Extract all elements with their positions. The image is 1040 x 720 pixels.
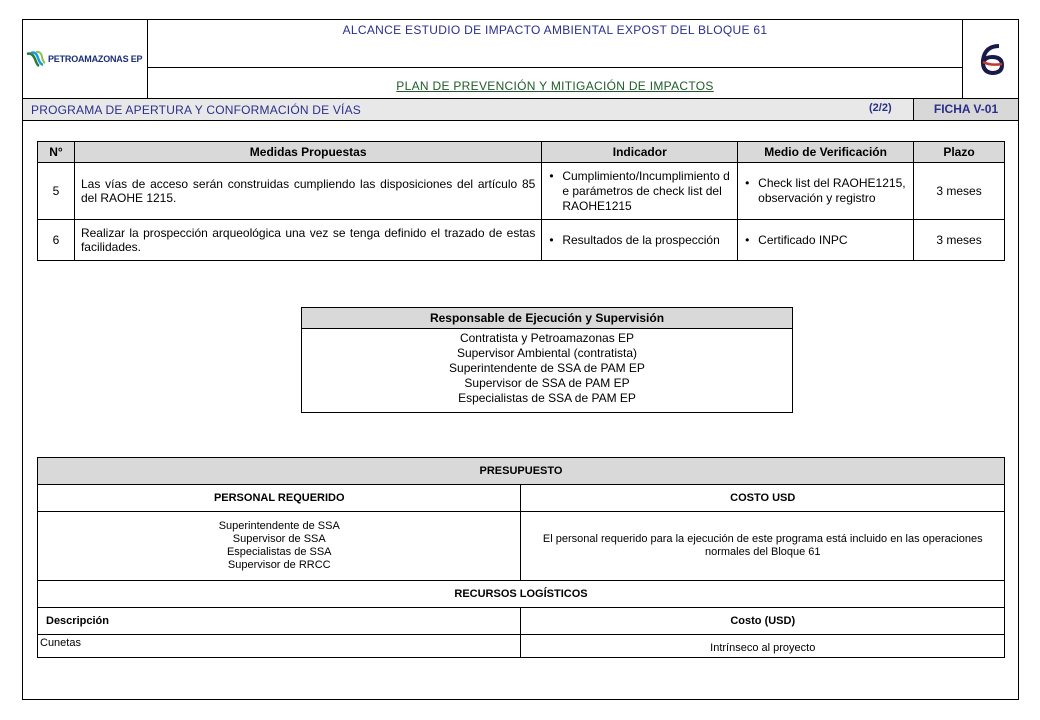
col-indicador: Indicador	[542, 142, 738, 163]
page-indicator: (2/2)	[869, 102, 892, 114]
row-verificacion	[738, 163, 914, 220]
right-logo-cell	[962, 20, 1018, 98]
list-item: Superintendente de SSA	[218, 520, 340, 532]
document-title: ALCANCE ESTUDIO DE IMPACTO AMBIENTAL EXPOST DEL BLOQUE 61	[147, 20, 963, 68]
list-item: Superintendente de SSA de PAM EP	[449, 361, 645, 375]
program-bar	[22, 99, 1019, 121]
col-medidas: Medidas Propuestas	[74, 142, 541, 163]
desc-header: Descripción	[38, 608, 521, 635]
recursos-title: RECURSOS LOGÍSTICOS	[38, 581, 1005, 608]
costo2-header: Costo (USD)	[521, 608, 1005, 635]
document-header	[22, 19, 1019, 99]
col-plazo: Plazo	[914, 142, 1005, 163]
list-item: Supervisor Ambiental (contratista)	[456, 346, 638, 360]
table-row	[38, 163, 1005, 220]
verificacion-item: • Check list del RAOHE1215, observación y registro	[758, 176, 907, 206]
recurso-costo: Intrínseco al proyecto	[521, 635, 1005, 658]
responsable-title: Responsable de Ejecución y Supervisión	[302, 308, 793, 329]
row-verificacion	[738, 220, 914, 261]
costo-header: COSTO USD	[521, 485, 1005, 512]
measures-table	[37, 141, 1005, 261]
indicador-item: • Cumplimiento/Incumplimiento de parámetros de check list del RAOHE1215	[562, 169, 731, 214]
ficha-code: FICHA V-01	[913, 99, 1018, 120]
verificacion-item: • Certificado INPC	[758, 233, 907, 248]
list-item: Especialistas de SSA	[226, 546, 332, 558]
row-medida: Realizar la prospección arqueológica una vez se tenga definido el trazado de estas facilidades.	[74, 220, 541, 261]
table-header-row	[38, 142, 1005, 163]
list-item: Supervisor de SSA de PAM EP	[464, 376, 630, 390]
table-row	[38, 220, 1005, 261]
row-medida: Las vías de acceso serán construidas cumpliendo las disposiciones del artículo 85 del RAOHE 1215.	[74, 163, 541, 220]
document-subtitle: PLAN DE PREVENCIÓN Y MITIGACIÓN DE IMPACTOS	[396, 79, 714, 93]
budget-table	[37, 457, 1005, 658]
company-logo	[26, 50, 142, 68]
row-num: 6	[38, 220, 75, 261]
list-item: Supervisor de SSA	[232, 533, 326, 545]
logo-cell	[23, 20, 148, 98]
responsable-list	[302, 329, 793, 413]
col-num: N°	[38, 142, 75, 163]
row-indicador	[542, 163, 738, 220]
row-plazo: 3 meses	[914, 220, 1005, 261]
col-verificacion: Medio de Verificación	[738, 142, 914, 163]
list-item: Especialistas de SSA de PAM EP	[458, 391, 636, 405]
personal-header: PERSONAL REQUERIDO	[38, 485, 521, 512]
program-title: PROGRAMA DE APERTURA Y CONFORMACIÓN DE VÍAS	[31, 103, 362, 117]
list-item: Contratista y Petroamazonas EP	[459, 331, 635, 345]
logo-text: PETROAMAZONAS EP	[48, 54, 143, 64]
row-num: 5	[38, 163, 75, 220]
costo-personal: El personal requerido para la ejecución de este programa está incluido en las operaciones normales del Bloque 61	[521, 512, 1005, 581]
list-item: Supervisor de RRCC	[227, 559, 331, 571]
budget-title: PRESUPUESTO	[38, 458, 1005, 485]
petroamazonas-logo-icon	[26, 50, 46, 68]
six-logo-icon	[977, 42, 1007, 78]
responsable-table	[301, 307, 793, 413]
row-plazo: 3 meses	[914, 163, 1005, 220]
row-indicador	[542, 220, 738, 261]
personal-list	[38, 512, 521, 581]
recurso-desc: Cunetas	[38, 635, 521, 658]
indicador-item: • Resultados de la prospección	[562, 233, 731, 248]
